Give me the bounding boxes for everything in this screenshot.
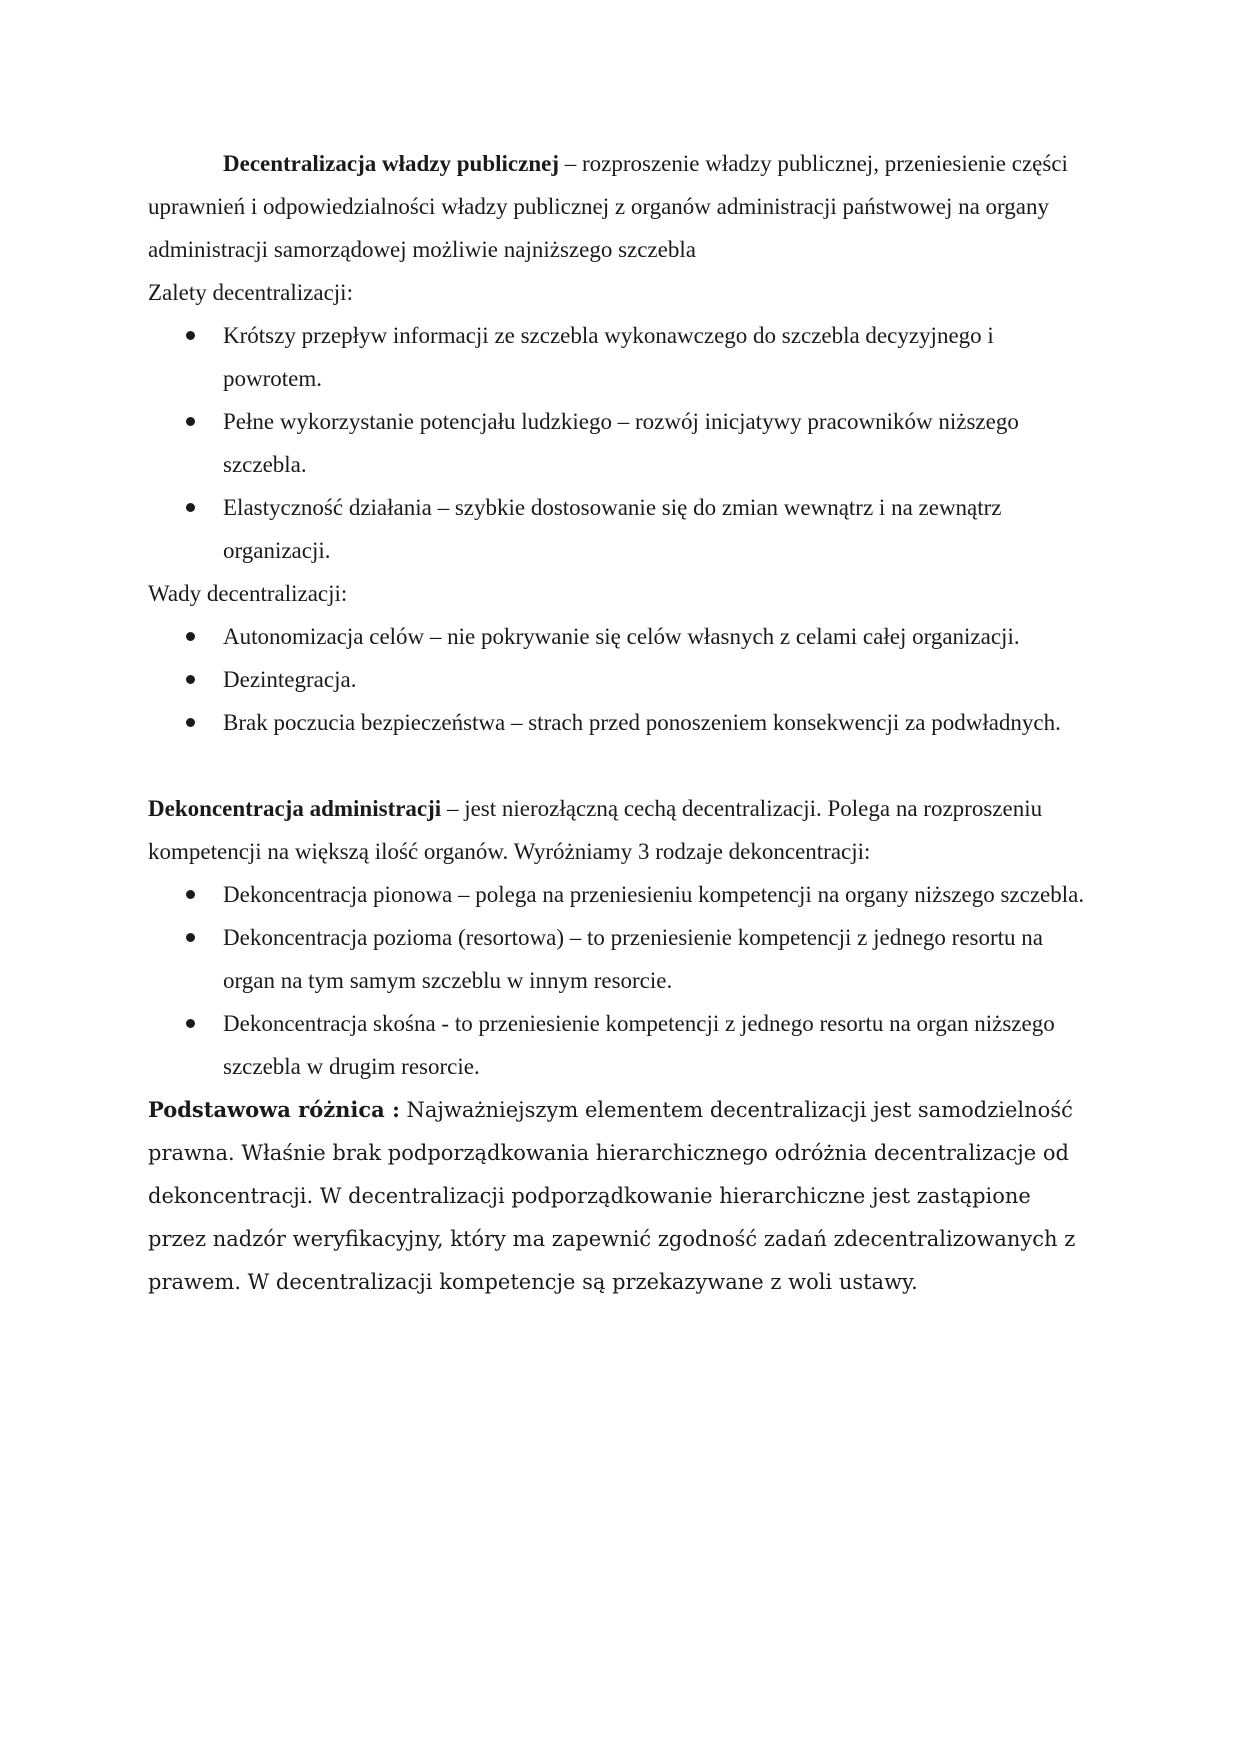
- bullet-icon: [186, 890, 195, 899]
- list-item-text: Dezintegracja.: [223, 667, 357, 692]
- list-item: [223, 314, 1092, 400]
- list-item: [223, 486, 1092, 572]
- deconcentration-definition-text: – jest nierozłączną cechą decentralizacji. Polega na rozproszeniu kompetencji na większą ilość organów. Wyróżniamy 3 rodzaje dekoncentracji:: [148, 796, 1043, 864]
- basic-difference-text: Najważniejszym elementem decentralizacji jest samodzielność prawna. Właśnie brak podporządkowania hierarchicznego odróżnia decentralizacje od dekoncentracji. W decentralizacji podporządkowanie hierarchiczne jest zastąpione przez nadzór weryfikacyjny, który ma zapewnić zgodność zadań zdecentralizowanych z prawem. W decentralizacji kompetencje są przekazywane z woli ustawy.: [148, 1098, 1076, 1294]
- bullet-icon: [186, 632, 195, 641]
- list-item-text: Dekoncentracja pozioma (resortowa) – to przeniesienie kompetencji z jednego resortu na organ na tym samym szczeblu w innym resorcie.: [223, 925, 1043, 993]
- list-item-text: Elastyczność działania – szybkie dostosowanie się do zmian wewnątrz i na zewnątrz organizacji.: [223, 495, 1002, 563]
- decentralization-definition-text: – rozproszenie władzy publicznej, przeniesienie części uprawnień i odpowiedzialności władzy publicznej z organów administracji państwowej na organy administracji samorządowej możliwie najniższego szczebla: [148, 151, 1068, 262]
- deconcentration-definition: [148, 787, 1092, 873]
- bullet-icon: [186, 718, 195, 727]
- list-item: [223, 916, 1092, 1002]
- list-item-text: Dekoncentracja pionowa – polega na przeniesieniu kompetencji na organy niższego szczebla.: [223, 882, 1085, 907]
- decentralization-term: Decentralizacja władzy publicznej: [223, 151, 559, 176]
- list-item-text: Dekoncentracja skośna - to przeniesienie kompetencji z jednego resortu na organ niższego szczebla w drugim resorcie.: [223, 1011, 1055, 1079]
- deconcentration-term: Dekoncentracja administracji: [148, 796, 442, 821]
- bullet-icon: [186, 933, 195, 942]
- deconcentration-types-list: [148, 873, 1092, 1088]
- list-item-text: Pełne wykorzystanie potencjału ludzkiego – rozwój inicjatywy pracowników niższego szczebla.: [223, 409, 1019, 477]
- bullet-icon: [186, 417, 195, 426]
- advantages-list: [148, 314, 1092, 572]
- list-item: [223, 873, 1092, 916]
- decentralization-definition: [148, 142, 1092, 271]
- bullet-icon: [186, 503, 195, 512]
- advantages-heading: Zalety decentralizacji:: [148, 280, 353, 305]
- list-item-text: Krótszy przepływ informacji ze szczebla wykonawczego do szczebla decyzyjnego i powrotem.: [223, 323, 994, 391]
- list-item: [223, 615, 1092, 658]
- document-content: [148, 142, 1092, 1304]
- disadvantages-heading: Wady decentralizacji:: [148, 581, 348, 606]
- basic-difference-paragraph: [148, 1088, 1092, 1304]
- bullet-icon: [186, 1019, 195, 1028]
- bullet-icon: [186, 675, 195, 684]
- list-item-text: Autonomizacja celów – nie pokrywanie się celów własnych z celami całej organizacji.: [223, 624, 1020, 649]
- list-item: [223, 1002, 1092, 1088]
- bullet-icon: [186, 331, 195, 340]
- basic-difference-term: Podstawowa różnica :: [148, 1097, 400, 1122]
- paragraph-spacer: [148, 744, 1092, 787]
- list-item: [223, 701, 1092, 744]
- list-item: [223, 658, 1092, 701]
- list-item-text: Brak poczucia bezpieczeństwa – strach przed ponoszeniem konsekwencji za podwładnych.: [223, 710, 1061, 735]
- disadvantages-list: [148, 615, 1092, 744]
- list-item: [223, 400, 1092, 486]
